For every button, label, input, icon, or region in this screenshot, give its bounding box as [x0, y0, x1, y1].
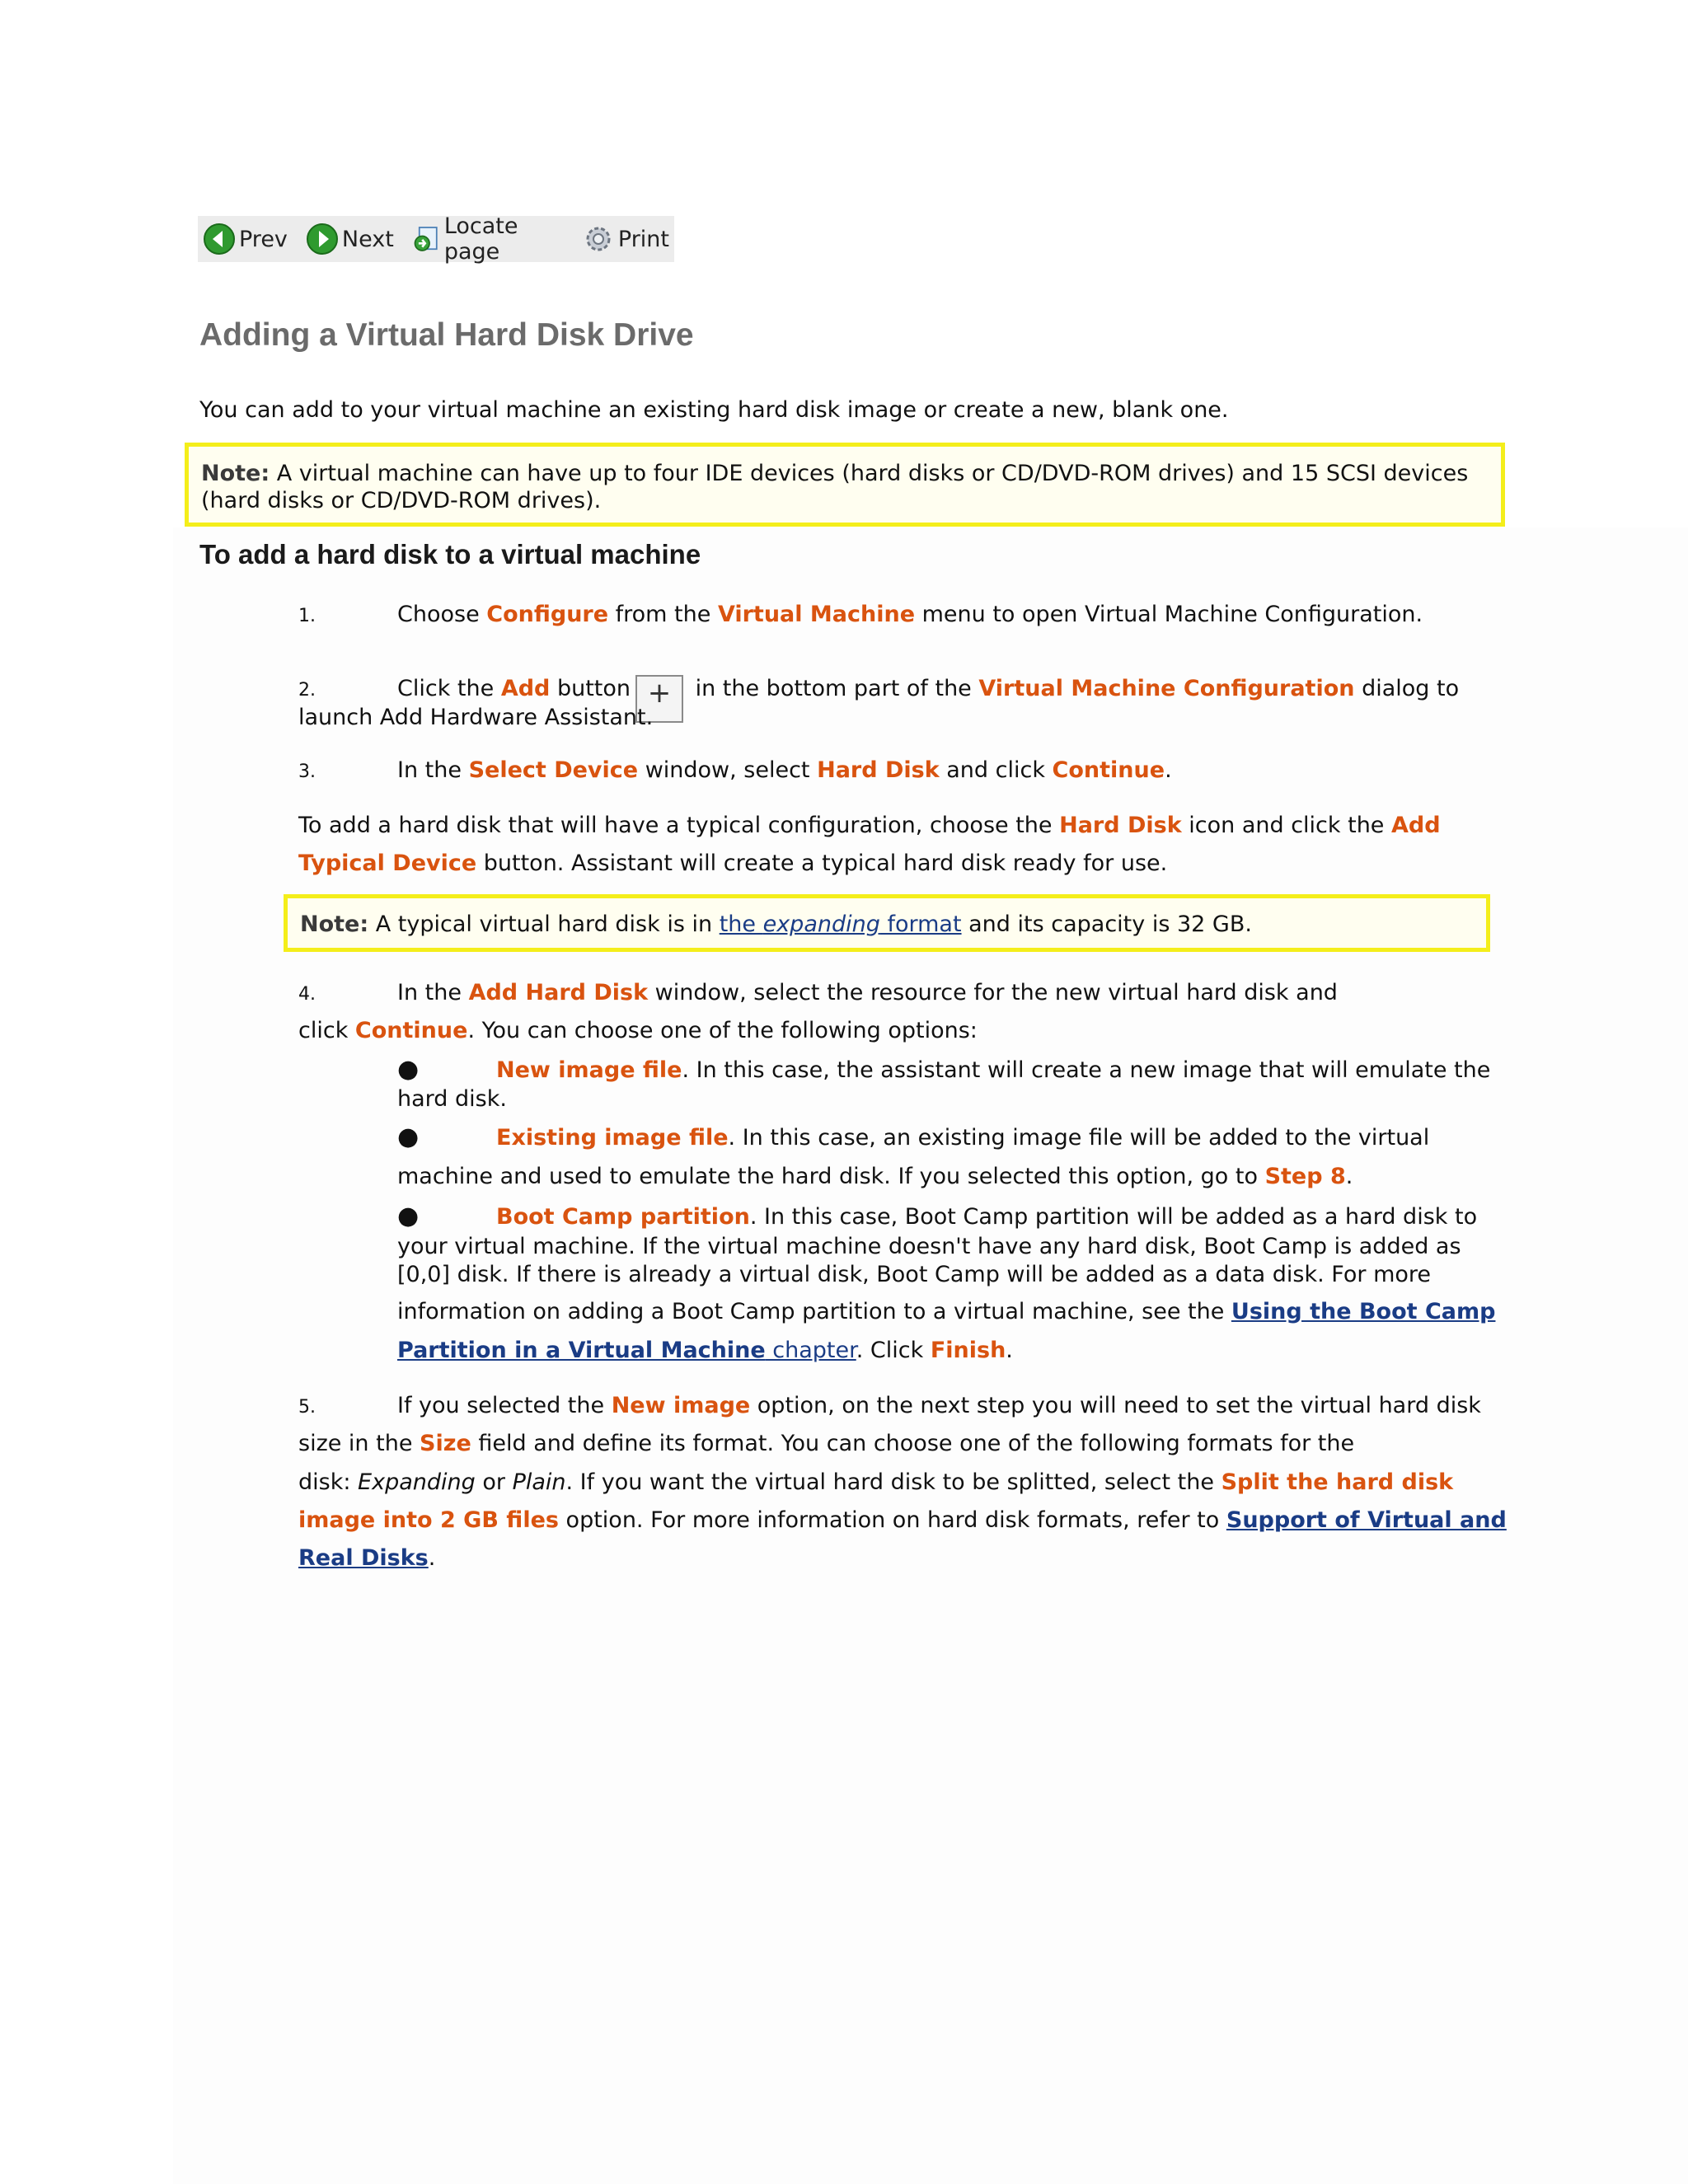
prev-label: Prev	[239, 226, 288, 252]
step-number: 5.	[298, 1397, 316, 1418]
link-text-emphasis: expanding	[762, 912, 880, 937]
option-new-image	[397, 1051, 1490, 1090]
ui-term: image into 2 GB files	[298, 1507, 559, 1533]
text: .	[1165, 757, 1172, 783]
locate-page-button[interactable]	[407, 213, 569, 265]
text: in the bottom part of the	[688, 676, 979, 701]
text: and its capacity is 32 GB.	[961, 912, 1252, 937]
option-existing-image-continued	[397, 1158, 1353, 1196]
bullet: ●	[397, 1122, 420, 1151]
text: disk:	[298, 1469, 359, 1495]
print-button[interactable]	[577, 223, 674, 255]
text: In the	[397, 757, 469, 783]
page-title: Adding a Virtual Hard Disk Drive	[199, 317, 694, 353]
ui-term: Existing image file	[496, 1125, 729, 1151]
step-2-continued: launch Add Hardware Assistant.	[298, 705, 654, 730]
ui-term: Add	[500, 676, 551, 701]
text: window, select the resource for the new virtual hard disk and	[648, 980, 1338, 1005]
step-number: 3.	[298, 762, 316, 782]
arrow-left-icon	[203, 223, 236, 255]
text: from the	[608, 602, 718, 627]
ui-term: Select Device	[468, 757, 639, 783]
step-4	[298, 974, 1338, 1014]
intro-paragraph: You can add to your virtual machine an existing hard disk image or create a new, blank one.	[199, 397, 1229, 423]
text: In the	[397, 980, 469, 1005]
option-existing-image	[397, 1118, 1429, 1157]
ui-term: New image	[611, 1393, 751, 1418]
ui-term: Virtual Machine Configuration	[978, 676, 1355, 701]
navigation-toolbar	[198, 213, 674, 265]
format-plain: Plain	[512, 1469, 566, 1495]
link-text: format	[879, 912, 962, 937]
locate-page-label: Locate page	[443, 213, 518, 265]
note-text: A virtual machine can have up to four IDE devices (hard disks or CD/DVD-ROM drives) and 15 SCSI devices (hard disks or CD/DVD-ROM drives).	[201, 461, 1469, 513]
text: information on adding a Boot Camp partition to a virtual machine, see the	[397, 1299, 1231, 1324]
option-boot-camp-line-3: [0,0] disk. If there is already a virtual disk, Boot Camp will be added as a data disk. For more	[397, 1262, 1432, 1287]
text: .	[428, 1545, 436, 1571]
ui-term: New image file	[496, 1057, 682, 1083]
ui-term: Continue	[1052, 757, 1165, 783]
link-text: the	[719, 912, 763, 937]
boot-camp-chapter-link[interactable]: Using the Boot Camp	[1231, 1299, 1496, 1324]
text: or	[475, 1469, 513, 1495]
print-gear-icon	[582, 223, 615, 255]
expanding-format-link[interactable]	[720, 912, 962, 937]
text: option. For more information on hard disk formats, refer to	[558, 1507, 1226, 1533]
note-label: Note:	[300, 912, 369, 937]
text: option, on the next step you will need to set the virtual hard disk	[750, 1393, 1481, 1418]
step-5-line-5	[298, 1540, 435, 1577]
text: size in the	[298, 1431, 420, 1456]
text: . In this case, the assistant will create a new image that will emulate the	[682, 1057, 1491, 1083]
text: . In this case, an existing image file will be added to the virtual	[728, 1125, 1430, 1151]
step-5-line-3	[298, 1464, 1453, 1502]
ui-term: Continue	[354, 1018, 468, 1043]
bullet: ●	[397, 1055, 420, 1084]
locate-page-icon	[412, 223, 441, 255]
step-4-continued	[298, 1012, 978, 1050]
text: . You can choose one of the following options:	[467, 1018, 978, 1043]
text: and click	[939, 757, 1053, 783]
option-boot-camp-line-5	[397, 1332, 1013, 1370]
text: click	[298, 1018, 355, 1043]
text: dialog to	[1354, 676, 1460, 701]
virtual-real-disks-link-continued[interactable]: Real Disks	[298, 1545, 429, 1571]
text: field and define its format. You can choose one of the following formats for the	[471, 1431, 1355, 1456]
ui-term: Add Hard Disk	[468, 980, 649, 1005]
note-box-typical-disk	[284, 894, 1490, 952]
step-number: 1.	[298, 606, 316, 626]
next-button[interactable]	[301, 223, 399, 255]
prev-button[interactable]	[198, 223, 293, 255]
note-label: Note:	[201, 461, 270, 486]
step-3	[298, 752, 1172, 791]
text: machine and used to emulate the hard disk. If you selected this option, go to	[397, 1164, 1265, 1189]
ui-term: Hard Disk	[1059, 813, 1182, 838]
arrow-right-icon	[306, 223, 339, 255]
text: . In this case, Boot Camp partition will be added as a hard disk to	[749, 1204, 1478, 1230]
note-box-devices	[185, 443, 1505, 527]
ui-term: Split the hard disk	[1221, 1469, 1454, 1495]
text: button. Assistant will create a typical hard disk ready for use.	[476, 851, 1168, 876]
ui-term: Virtual Machine	[717, 602, 916, 627]
text: .	[1006, 1338, 1013, 1363]
ui-term: Size	[420, 1431, 471, 1456]
text: menu to open Virtual Machine Configuration.	[915, 602, 1423, 627]
option-boot-camp-line-2: your virtual machine. If the virtual machine doesn't have any hard disk, Boot Camp is added as	[397, 1234, 1461, 1259]
text: Choose	[397, 602, 487, 627]
ui-term: Boot Camp partition	[496, 1204, 750, 1230]
link-text: Partition in a Virtual Machine	[397, 1338, 766, 1363]
text: . If you want the virtual hard disk to be splitted, select the	[565, 1469, 1221, 1495]
text: icon and click the	[1181, 813, 1391, 838]
ui-term: Hard Disk	[817, 757, 940, 783]
text: A typical virtual hard disk is in	[368, 912, 720, 937]
boot-camp-chapter-link-continued[interactable]	[397, 1338, 856, 1363]
ui-term: Typical Device	[298, 851, 477, 876]
add-button-icon: +	[635, 675, 683, 723]
print-label: Print	[617, 226, 669, 252]
step-number: 4.	[298, 984, 316, 1005]
text: To add a hard disk that will have a typical configuration, choose the	[298, 813, 1060, 838]
option-boot-camp-line-4	[397, 1293, 1495, 1331]
step-5-line-2	[298, 1425, 1354, 1463]
text: If you selected the	[397, 1393, 612, 1418]
bullet: ●	[397, 1202, 420, 1230]
typical-config-line-2	[298, 845, 1167, 883]
text: Click the	[397, 676, 501, 701]
step-1	[298, 596, 1423, 635]
text: .	[1345, 1164, 1353, 1189]
ui-term: Finish	[930, 1338, 1006, 1363]
ui-term: Configure	[486, 602, 609, 627]
step-5-line-4	[298, 1502, 1507, 1540]
virtual-real-disks-link[interactable]: Support of Virtual and	[1226, 1507, 1507, 1533]
section-heading: To add a hard disk to a virtual machine	[199, 539, 701, 569]
option-new-image-continued: hard disk.	[397, 1086, 507, 1112]
text: button	[550, 676, 631, 701]
step-5	[298, 1387, 1481, 1427]
link-text: chapter	[765, 1338, 856, 1363]
typical-config-line-1	[298, 807, 1441, 845]
next-label: Next	[341, 226, 394, 252]
format-expanding: Expanding	[358, 1469, 476, 1495]
ui-term: Add	[1391, 813, 1441, 838]
text: . Click	[856, 1338, 931, 1363]
ui-term: Step 8	[1264, 1164, 1346, 1189]
step-number: 2.	[298, 680, 316, 701]
text: window, select	[638, 757, 818, 783]
